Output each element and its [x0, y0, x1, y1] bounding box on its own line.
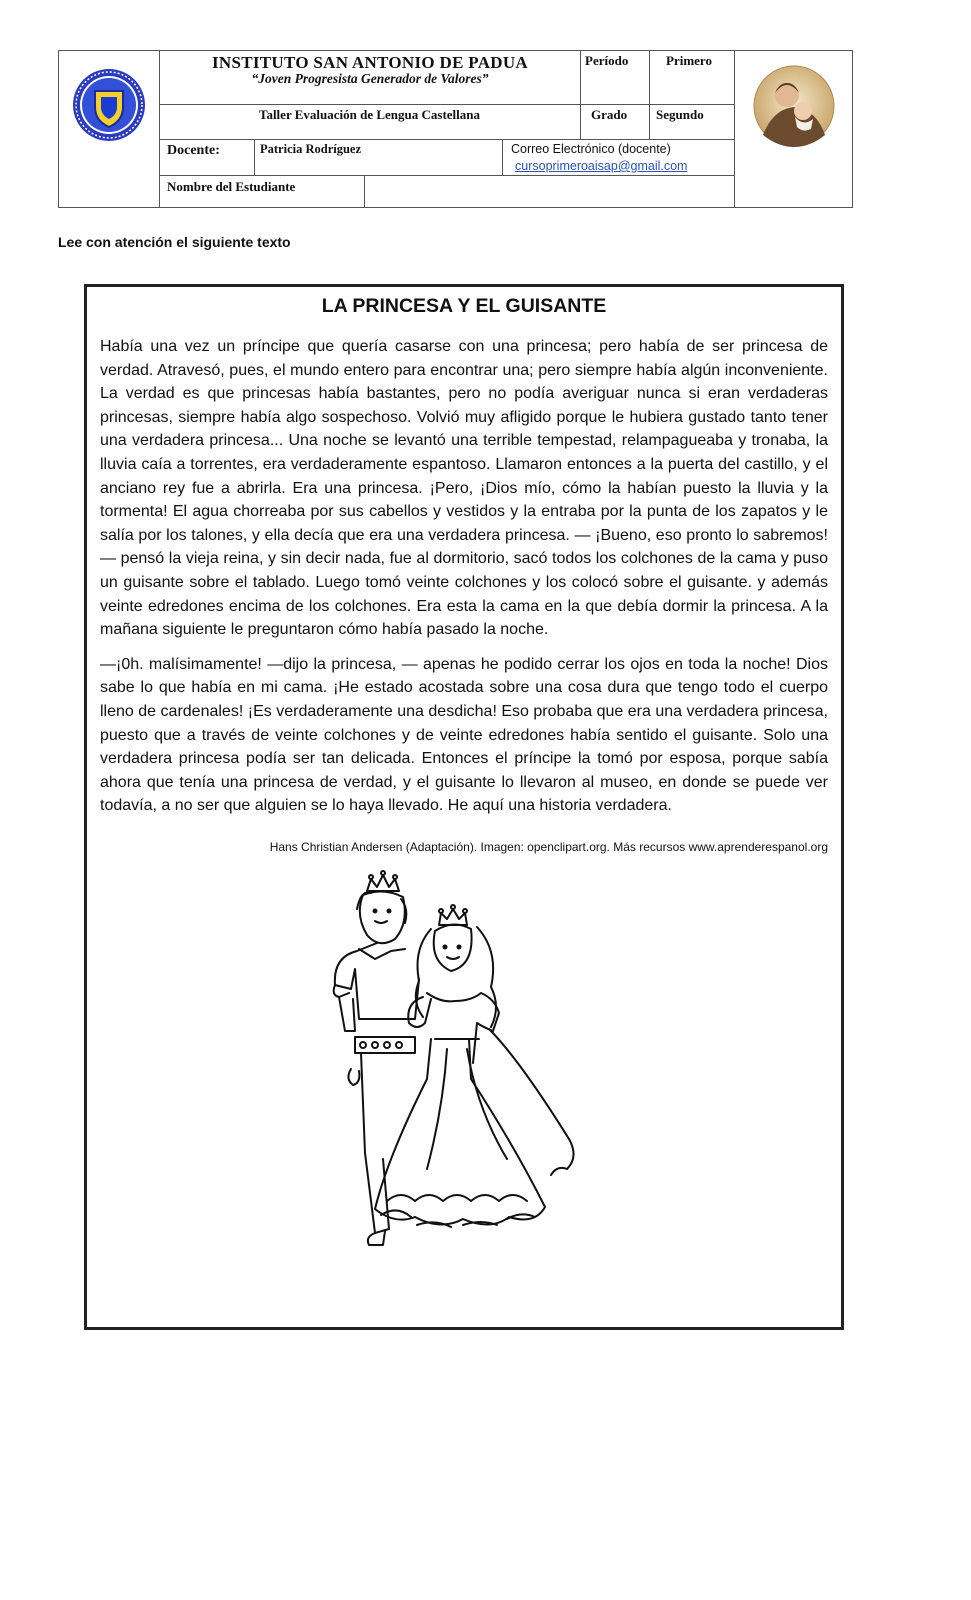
period-value: Primero	[666, 53, 712, 68]
workshop-title: Taller Evaluación de Lengua Castellana	[258, 107, 481, 122]
student-label: Nombre del Estudiante	[167, 179, 296, 194]
story-paragraph-1: Había una vez un príncipe que quería casarse con una princesa; pero había de ser princesa de verdad. Atravesó, pues, el mundo entero para encontrar una; pero siempre había algún inconveniente. La verdad es que princesas había bastantes, pero no podía averiguar nunca si eran verdaderas princesas, siempre había algo sospechoso. Volvió muy afligido porque le hubiera gustado tanto tener una verdadera princesa... Una noche se levantó una terrible tempestad, relampagueaba y tronaba, la lluvia caía a torrentes, era verdaderamente espantoso. Llamaron entonces a la puerta del castillo, y el anciano rey fue a abrirla. Era una princesa. ¡Pero, ¡Dios mío, cómo la habían puesto la lluvia y la tormenta! El agua chorreaba por sus cabellos y vestidos y la entraba por la punta de los zapatos y le salía por los talones, y ella decía que era una verdadera princesa. — ¡Bueno, eso pronto lo sabremos! — pensó la vieja reina, y sin decir nada, fue al dormitorio, sacó todos los colchones de la cama y puso un guisante sobre el tablado. Luego tomó veinte colchones y los colocó sobre el guisante. y además veinte edredones encima de los colchones. Era esta la cama en la que debía dormir la princesa. A la mañana siguiente le preguntaron cómo había pasado la noche.	[100, 338, 828, 639]
institution-motto: “Joven Progresista Generador de Valores”	[251, 71, 489, 86]
institution-name: INSTITUTO SAN ANTONIO DE PADUA	[211, 53, 528, 72]
header-table	[58, 50, 853, 208]
teacher-label: Docente:	[167, 143, 220, 158]
student-name-field[interactable]	[365, 176, 733, 207]
story-box	[84, 284, 844, 1330]
story-paragraph-2: —¡0h. malísimamente! —dijo la princesa, — apenas he podido cerrar los ojos en toda la noche! Dios sabe lo que había en mi cama. ¡He estado acostada sobre una cosa dura que tengo todo el cuerpo lleno de cardenales! ¡Es verdaderamente una desdicha! Eso probaba que era una verdadera princesa, puesto que a través de veinte colchones y de veinte edredones había sentido el guisante. Solo una verdadera princesa podía ser tan delicada. Entonces el príncipe la tomó por esposa, porque sabía ahora que tenía una princesa de verdad, y el guisante lo llevaron al museo, en donde se puede ver todavía, a no ser que alguien se lo haya llevado. He aquí una historia verdadera.	[100, 655, 828, 815]
school-crest-icon	[71, 67, 147, 143]
grade-label: Grado	[591, 107, 628, 122]
email-label: Correo Electrónico (docente)	[511, 142, 671, 156]
story-body	[100, 335, 828, 829]
saint-portrait-icon	[753, 65, 835, 147]
story-title: LA PRINCESA Y EL GUISANTE	[321, 295, 607, 317]
reading-instruction: Lee con atención el siguiente texto	[58, 234, 291, 250]
prince-princess-drawing	[327, 869, 627, 1249]
email-link[interactable]: cursoprimeroaisap@gmail.com	[515, 159, 688, 173]
grade-value: Segundo	[656, 107, 704, 122]
teacher-value: Patricia Rodríguez	[260, 142, 362, 156]
period-label: Período	[585, 53, 629, 68]
story-credit: Hans Christian Andersen (Adaptación). Imagen: openclipart.org. Más recursos www.aprenderespanol.org	[269, 840, 828, 854]
